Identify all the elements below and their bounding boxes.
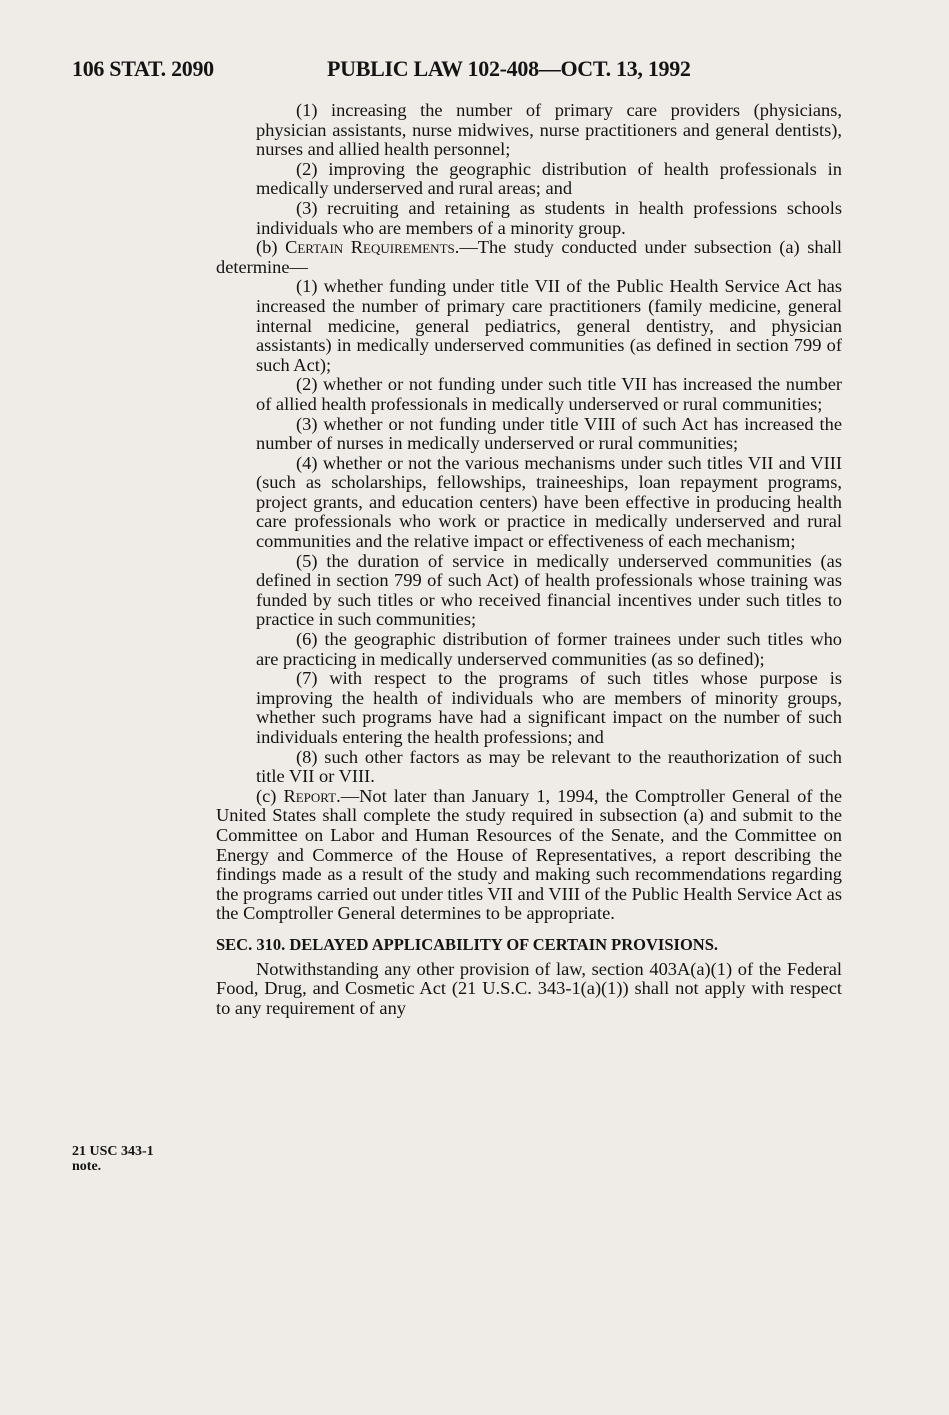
subsection-b: (b) Certain Requirements.—The study conducted under subsection (a) shall determine— bbox=[216, 237, 842, 277]
list-item: (1) whether funding under title VII of the Public Health Service Act has increased the number of primary care practitioners (family medicine, general internal medicine, general pediatrics, general dentistry, and physician assistants) in medically underserved communities (as defined in section 799 of such Act); bbox=[256, 276, 842, 375]
subsection-heading: Certain Requirements. bbox=[285, 237, 460, 258]
main-text bbox=[216, 101, 842, 1018]
list-item: (1) increasing the number of primary care providers (physicians, physician assistants, nurse midwives, nurse practitioners and general dentists), nurses and allied health personnel; bbox=[256, 100, 842, 160]
list-item: (2) whether or not funding under such title VII has increased the number of allied health professionals in medically underserved or rural communities; bbox=[256, 374, 842, 414]
list-item: (3) whether or not funding under title VIII of such Act has increased the number of nurses in medically underserved or rural communities; bbox=[256, 413, 842, 454]
stat-reference: 106 STAT. 2090 bbox=[72, 56, 214, 81]
section-heading: SEC. 310. DELAYED APPLICABILITY OF CERTAIN PROVISIONS. bbox=[216, 934, 719, 954]
list-item: (3) recruiting and retaining as students in health professions schools individuals who are members of a minority group. bbox=[256, 197, 842, 238]
subsection-heading: Report. bbox=[283, 785, 341, 806]
law-title: PUBLIC LAW 102-408—OCT. 13, 1992 bbox=[327, 56, 691, 81]
subsection-c: (c) Report.—Not later than January 1, 1994, the Comptroller General of the United States shall complete the study required in subsection (a) and submit to the Committee on Labor and Human Resources of the Senate, and the Committee on Energy and Commerce of the House of Representatives, a report describing the findings made as a result of the study and making such recommendations regarding the programs carried out under titles VII and VIII of the Public Health Service Act as the Comptroller General determines to be appropriate. bbox=[216, 785, 842, 924]
section-text: Notwithstanding any other provision of law, section 403A(a)(1) of the Federal Food, Drug, and Cosmetic Act (21 U.S.C. 343-1(a)(1)) shall not apply with respect to any requirement of any bbox=[216, 958, 842, 1018]
list-item: (5) the duration of service in medically underserved communities (as defined in section 799 of such Act) of health professionals whose training was funded by such titles or who received financial incentives under such titles to practice in such communities; bbox=[256, 550, 842, 630]
list-item: (7) with respect to the programs of such titles whose purpose is improving the health of individuals who are members of minority groups, whether such programs have had a significant impact on the number of such individuals entering the health professions; and bbox=[256, 668, 842, 747]
margin-note: 21 USC 343-1 note. bbox=[72, 1144, 154, 1174]
subsection-b-items bbox=[216, 277, 842, 786]
list-item: (6) the geographic distribution of former trainees under such titles who are practicing in medically underserved communities (as so defined); bbox=[256, 629, 842, 669]
list-item: (4) whether or not the various mechanisms under such titles VII and VIII (such as scholarships, fellowships, traineeships, loan repayment programs, project grants, and education centers) have been effective in producing health care professionals who work or practice in medically underserved and rural communities and the relative impact or effectiveness of each mechanism; bbox=[256, 452, 842, 552]
study-items bbox=[216, 101, 842, 238]
list-item: (2) improving the geographic distribution of health professionals in medically underserved and rural areas; and bbox=[256, 158, 842, 199]
list-item: (8) such other factors as may be relevant to the reauthorization of such title VII or VIII. bbox=[256, 746, 842, 787]
page-header bbox=[72, 56, 872, 86]
